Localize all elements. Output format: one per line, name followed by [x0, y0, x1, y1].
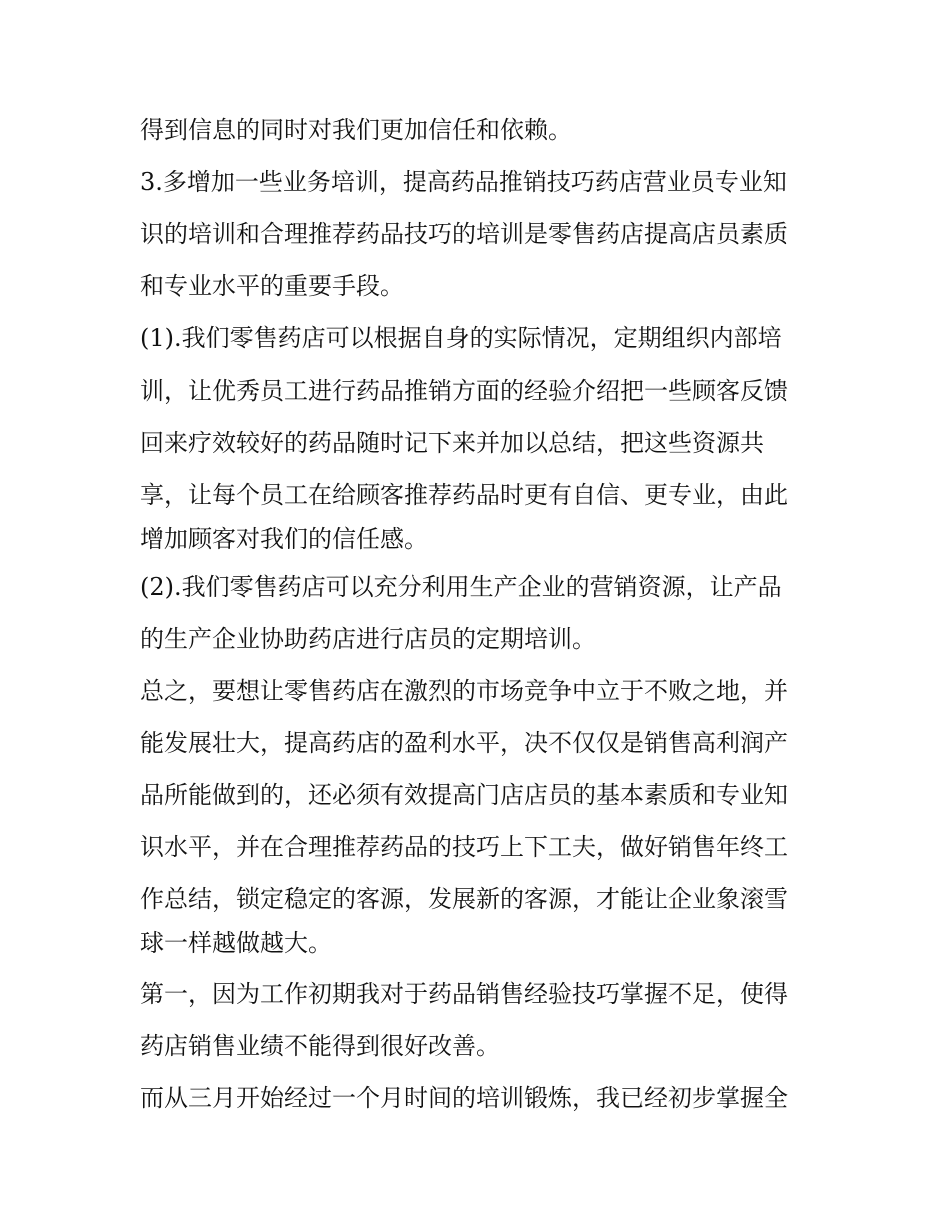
text-line: 3.多增加一些业务培训，提高药品推销技巧药店营业员专业知 — [140, 168, 787, 196]
text-line: 第一，因为工作初期我对于药品销售经验技巧掌握不足，使得 — [140, 980, 788, 1008]
text-line: (1).我们零售药店可以根据自身的实际情况，定期组织内部培 — [140, 324, 782, 352]
text-line: 享，让每个员工在给顾客推荐药品时更有自信、更专业，由此 — [140, 481, 788, 509]
text-line: 的生产企业协助药店进行店员的定期培训。 — [140, 625, 596, 653]
text-line: 回来疗效较好的药品随时记下来并加以总结，把这些资源共 — [140, 429, 764, 457]
text-line: (2).我们零售药店可以充分利用生产企业的营销资源，让产品 — [140, 573, 782, 601]
text-line: 得到信息的同时对我们更加信任和依赖。 — [140, 116, 572, 144]
text-line: 和专业水平的重要手段。 — [140, 272, 404, 300]
text-line: 增加顾客对我们的信任感。 — [140, 525, 428, 553]
text-line: 药店销售业绩不能得到很好改善。 — [140, 1032, 500, 1060]
text-line: 球一样越做越大。 — [140, 929, 332, 957]
text-line: 而从三月开始经过一个月时间的培训锻炼，我已经初步掌握全 — [140, 1084, 788, 1112]
text-line: 总之，要想让零售药店在激烈的市场竞争中立于不败之地，并 — [140, 677, 788, 705]
text-line: 作总结，锁定稳定的客源，发展新的客源，才能让企业象滚雪 — [140, 885, 788, 913]
text-line: 识的培训和合理推荐药品技巧的培训是零售药店提高店员素质 — [140, 220, 788, 248]
text-line: 品所能做到的，还必须有效提高门店店员的基本素质和专业知 — [140, 781, 788, 809]
text-line: 训，让优秀员工进行药品推销方面的经验介绍把一些顾客反馈 — [140, 377, 788, 405]
text-line: 识水平，并在合理推荐药品的技巧上下工夫，做好销售年终工 — [140, 833, 788, 861]
text-line: 能发展壮大，提高药店的盈利水平，决不仅仅是销售高利润产 — [140, 729, 788, 757]
